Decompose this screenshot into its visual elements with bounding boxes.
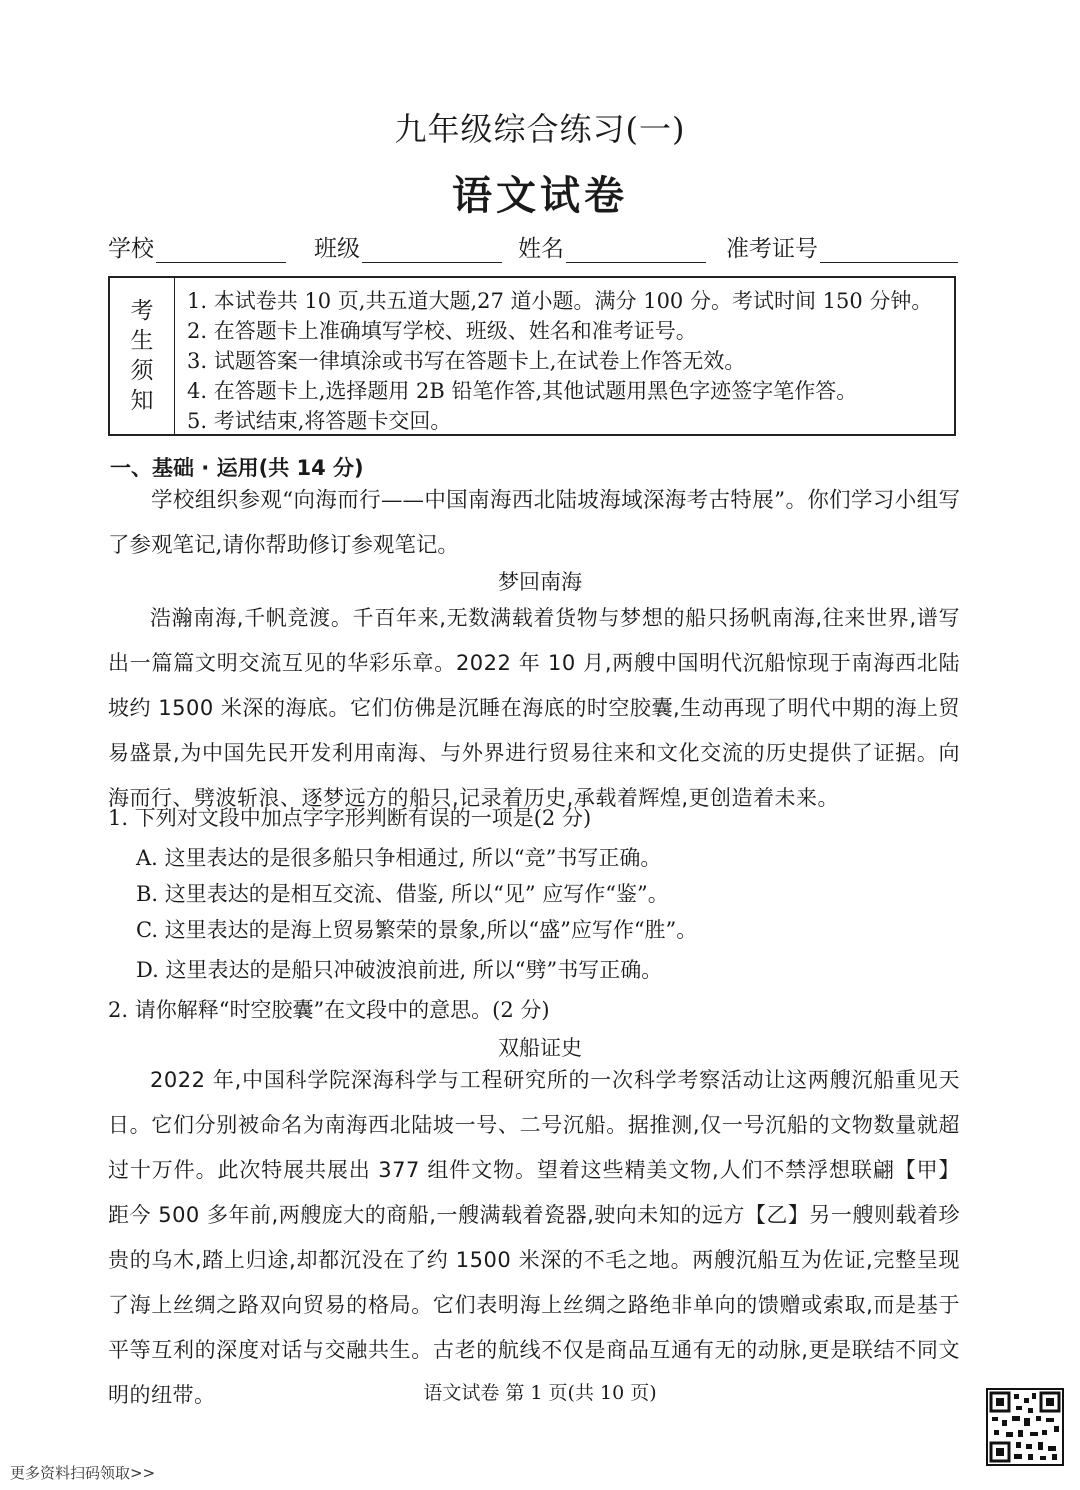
name-field[interactable] bbox=[518, 230, 706, 263]
name-blank[interactable] bbox=[566, 238, 706, 263]
qr-pattern bbox=[988, 1390, 1062, 1464]
passage-title-2: 双船证史 bbox=[498, 1036, 582, 1060]
question-1-option-d[interactable]: D. 这里表达的是船只冲破波浪前进, 所以“劈”书写正确。 bbox=[136, 958, 663, 982]
notice-item: 2. 在答题卡上准确填写学校、班级、姓名和准考证号。 bbox=[187, 319, 697, 343]
school-field[interactable] bbox=[108, 230, 286, 263]
passage-2: 2022 年,中国科学院深海科学与工程研究所的一次科学考察活动让这两艘沉船重见天日。它们分别被命名为南海西北陆坡一号、二号沉船。据推测,仅一号沉船的文物数量就超过十万件。此次特展共展出 377 组件文物。望着这些精美文物,人们不禁浮想联翩【甲】距今 500 多年前,两艘庞大的商船,一艘满载着瓷器,驶向未知的远方【乙】另一艘则载着珍贵的乌木,踏上归途,却都沉没在了约 1500 米深的不毛之地。两艘沉船互为佐证,完整呈现了海上丝绸之路双向贸易的格局。它们表明海上丝绸之路绝非单向的馈赠或索取,而是基于平等互利的深度对话与交融共生。古老的航线不仅是商品互通有无的动脉,更是联结不同文明的纽带。 bbox=[108, 1068, 960, 1407]
class-blank[interactable] bbox=[362, 238, 502, 263]
notice-item: 5. 考试结束,将答题卡交回。 bbox=[187, 409, 452, 433]
question-1-option-b[interactable]: B. 这里表达的是相互交流、借鉴, 所以“见” 应写作“鉴”。 bbox=[136, 882, 669, 906]
section-intro: 学校组织参观“向海而行——中国南海西北陆坡海域深海考古特展”。你们学习小组写了参观笔记,请你帮助修订参观笔记。 bbox=[108, 488, 960, 558]
name-label: 姓名 bbox=[518, 236, 564, 262]
question-1-option-a[interactable]: A. 这里表达的是很多船只争相通过, 所以“竞”书写正确。 bbox=[136, 846, 662, 870]
notice-item: 3. 试题答案一律填涂或书写在答题卡上,在试卷上作答无效。 bbox=[187, 349, 746, 373]
passage-1: 浩瀚南海,千帆竞渡。千百年来,无数满载着货物与梦想的船只扬帆南海,往来世界,谱写出一篇篇文明交流互见的华彩乐章。2022 年 10 月,两艘中国明代沉船惊现于南海西北陆坡约 1500 米深的海底。它们仿佛是沉睡在海底的时空胶囊,生动再现了明代中期的海上贸易盛景,为中国先民开发利用南海、与外界进行贸易往来和文化交流的历史提供了证据。向海而行、劈波斩浪、逐梦远方的船只,记录着历史,承载着辉煌,更创造着未来。 bbox=[108, 606, 960, 810]
notice-item: 4. 在答题卡上,选择题用 2B 铅笔作答,其他试题用黑色字迹签字笔作答。 bbox=[187, 379, 858, 403]
school-label: 学校 bbox=[108, 236, 154, 262]
school-blank[interactable] bbox=[156, 238, 286, 263]
passage-title-1: 梦回南海 bbox=[498, 570, 582, 594]
notice-heading: 考 生 须 知 bbox=[110, 278, 175, 434]
notice-list bbox=[175, 278, 954, 434]
exam-id-blank[interactable] bbox=[820, 238, 958, 263]
exam-id-label: 准考证号 bbox=[726, 236, 818, 262]
more-materials-link[interactable]: 更多资料扫码领取>> bbox=[10, 1464, 156, 1482]
qr-code-icon[interactable] bbox=[986, 1388, 1064, 1466]
question-1: 1. 下列对文段中加点字字形判断有误的一项是(2 分) bbox=[108, 806, 592, 830]
class-field[interactable] bbox=[314, 230, 502, 263]
question-2: 2. 请你解释“时空胶囊”在文段中的意思。(2 分) bbox=[108, 998, 550, 1022]
notice-item: 1. 本试卷共 10 页,共五道大题,27 道小题。满分 100 分。考试时间 150 分钟。 bbox=[187, 289, 933, 313]
exam-title: 九年级综合练习(一) bbox=[394, 110, 686, 148]
exam-id-field[interactable] bbox=[726, 230, 958, 263]
page-footer: 语文试卷 第 1 页(共 10 页) bbox=[423, 1382, 657, 1404]
candidate-notice-box bbox=[108, 276, 956, 436]
exam-subject: 语文试卷 bbox=[452, 172, 628, 219]
class-label: 班级 bbox=[314, 236, 360, 262]
student-info-row bbox=[108, 230, 958, 264]
section-heading: 一、基础 · 运用(共 14 分) bbox=[110, 456, 364, 480]
question-1-option-c[interactable]: C. 这里表达的是海上贸易繁荣的景象,所以“盛”应写作“胜”。 bbox=[136, 918, 698, 942]
